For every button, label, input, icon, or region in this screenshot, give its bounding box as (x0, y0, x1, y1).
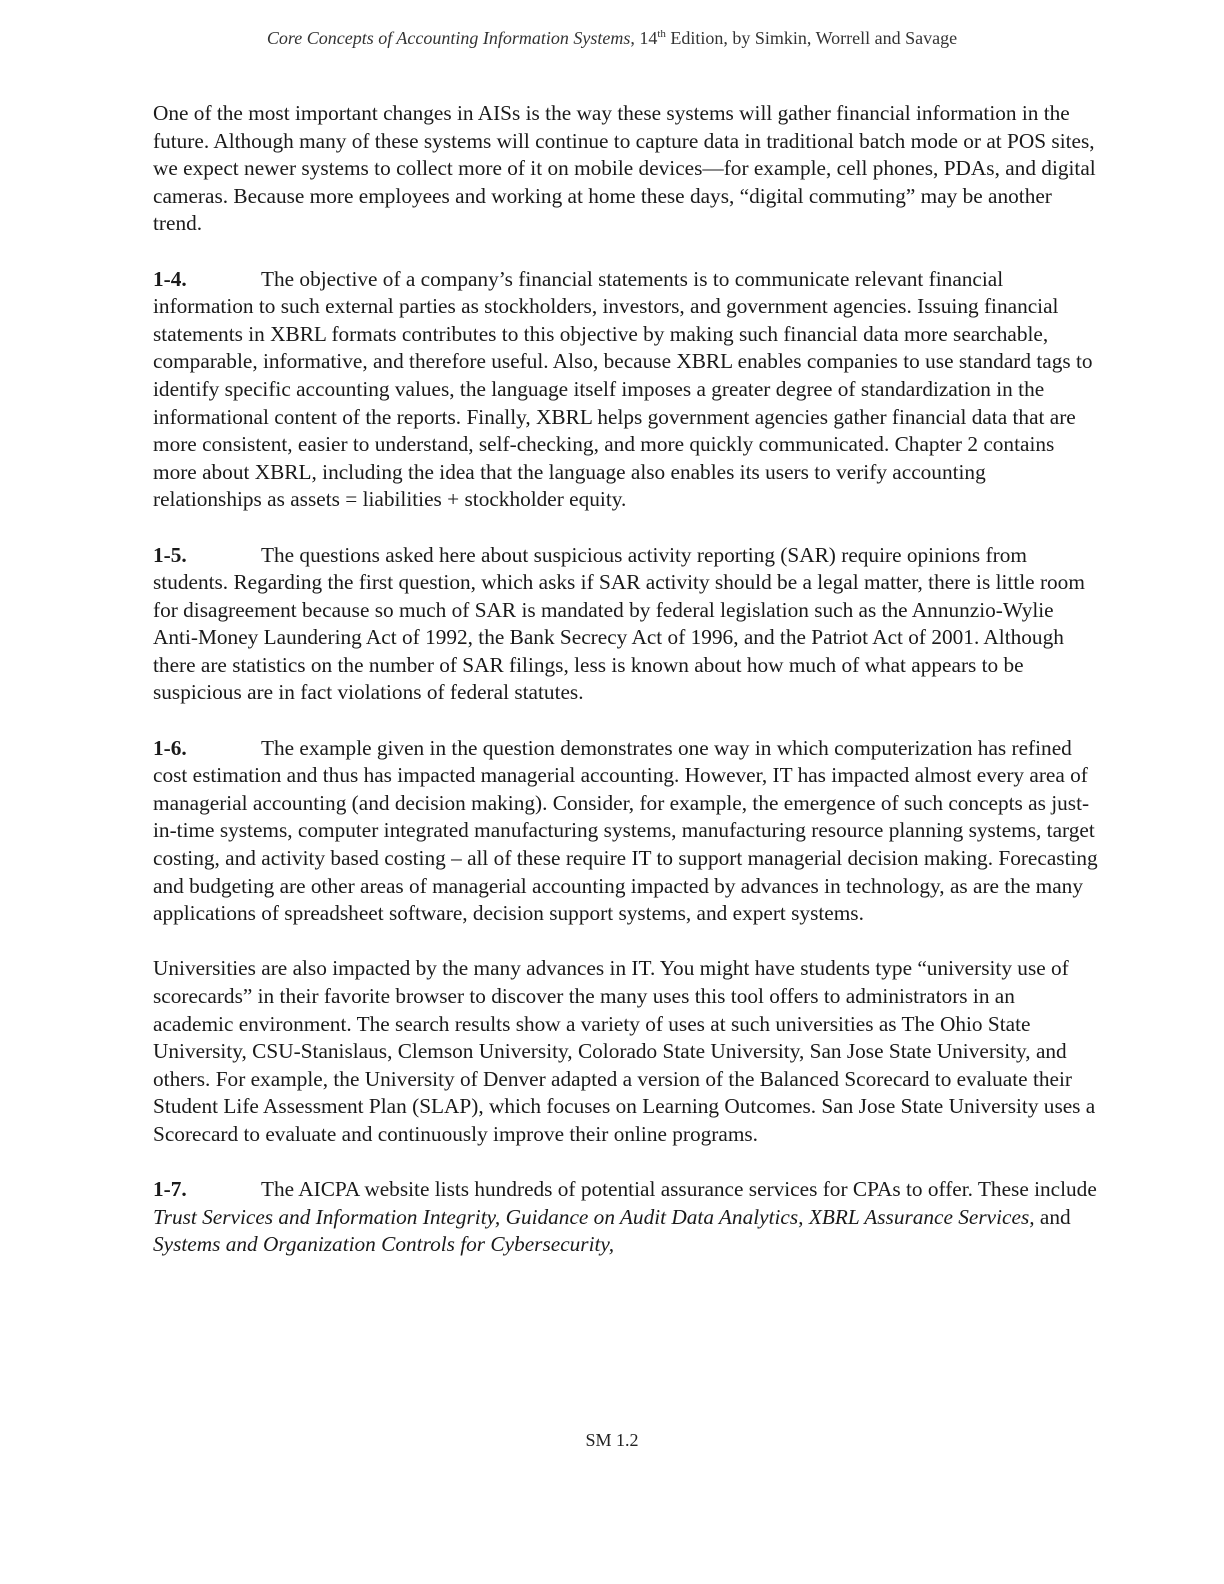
answer-1-5 (153, 542, 1098, 708)
service-list-italic: Trust Services and Information Integrity, Guidance on Audit Data Analytics, XBRL Assurance Services, (153, 1204, 1035, 1229)
question-number: 1-5. (153, 542, 187, 567)
edition-authors: Edition, by Simkin, Worrell and Savage (665, 28, 958, 48)
paragraph-universities: Universities are also impacted by the many advances in IT. You might have students type “university use of scorecards” in their favorite browser to discover the many uses this tool offers to administrators in an academic environment. The search results show a variety of uses at such universities as The Ohio State University, CSU-Stanislaus, Clemson University, Colorado State University, San Jose State University, and others. For example, the University of Denver adapted a version of the Balanced Scorecard to evaluate their Student Life Assessment Plan (SLAP), which focuses on Learning Outcomes. San Jose State University uses a Scorecard to evaluate and continuously improve their online programs. (153, 956, 1096, 1146)
answer-text: The questions asked here about suspicious activity reporting (SAR) require opinions from students. Regarding the first question, which asks if SAR activity should be a legal matter, there is little room for disagreement because so much of SAR is mandated by federal legislation such as the Annunzio-Wylie Anti-Money Laundering Act of 1992, the Bank Secrecy Act of 1996, and the Patriot Act of 2001. Although there are statistics on the number of SAR filings, less is known about how much of what appears to be suspicious are in fact violations of federal statutes. (153, 542, 1085, 705)
service-list-italic: Systems and Organization Controls for Cybersecurity, (153, 1232, 615, 1257)
book-title: Core Concepts of Accounting Information Systems (266, 28, 631, 48)
question-number: 1-7. (153, 1177, 187, 1202)
question-number: 1-6. (153, 735, 187, 760)
answer-text: The example given in the question demonstrates one way in which computerization has refined cost estimation and thus has impacted managerial accounting. However, IT has impacted almost every area of managerial accounting (and decision making). Consider, for example, the emergence of such concepts as just-in-time systems, computer integrated manufacturing systems, manufacturing resource planning systems, target costing, and activity based costing – all of these require IT to support managerial decision making. Forecasting and budgeting are other areas of managerial accounting impacted by advances in technology, as are the many applications of spreadsheet software, decision support systems, and expert systems. (153, 735, 1098, 926)
edition-number: 14 (639, 28, 658, 48)
page-body (153, 100, 1098, 1287)
answer-1-6 (153, 735, 1098, 928)
answer-1-7: 1-7. The AICPA website lists hundreds of potential assurance services for CPAs to offer. These include Trust Services and Information Integrity, Guidance on Audit Data Analytics, XBRL Assurance Services, and Systems and Organization Controls for Cybersecurity, (153, 1177, 1097, 1257)
answer-1-4 (153, 266, 1098, 514)
paragraph-intro: One of the most important changes in AISs is the way these systems will gather financial information in the future. Although many of these systems will continue to capture data in traditional batch mode or at POS sites, we expect newer systems to collect more of it on mobile devices—for example, cell phones, PDAs, and digital cameras. Because more employees and working at home these days, “digital commuting” may be another trend. (153, 101, 1096, 236)
page-number: SM 1.2 (585, 1430, 639, 1450)
answer-text: The objective of a company’s financial statements is to communicate relevant financial information to such external parties as stockholders, investors, and government agencies. Issuing financial statements in XBRL formats contributes to this objective by making such financial data more searchable, comparable, informative, and therefore useful. Also, because XBRL enables companies to use standard tags to identify specific accounting values, the language itself imposes a greater degree of standardization in the informational content of the reports. Finally, XBRL helps government agencies gather financial data that are more consistent, easier to understand, self-checking, and more quickly communicated. Chapter 2 contains more about XBRL, including the idea that the language also enables its users to verify accounting relationships as assets = liabilities + stockholder equity. (153, 266, 1093, 512)
question-number: 1-4. (153, 266, 187, 291)
running-header: Core Concepts of Accounting Information Systems, 14th Edition, by Simkin, Worrell and Savage (266, 28, 958, 48)
answer-text: The AICPA website lists hundreds of potential assurance services for CPAs to offer. These include (261, 1177, 1097, 1202)
edition-superscript: th (657, 28, 666, 40)
